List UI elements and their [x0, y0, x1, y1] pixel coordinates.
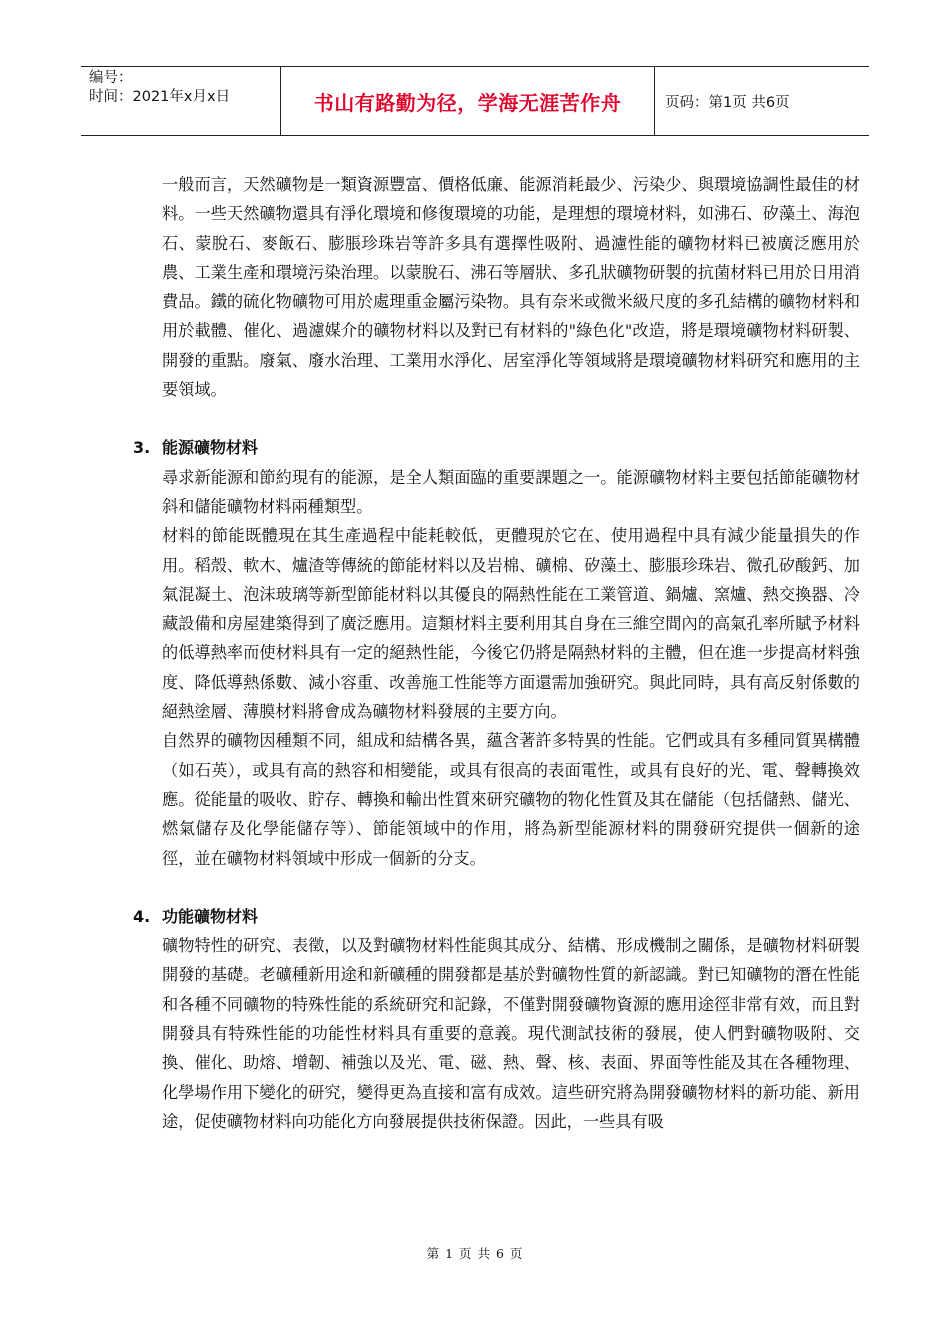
document-body [133, 170, 860, 1136]
section-3-paragraph: 材料的節能既體現在其生產過程中能耗較低，更體現於它在、使用過程中具有減少能量損失的作用。稻殼、軟木、爐渣等傳統的節能材料以及岩棉、礦棉、矽藻土、膨脹珍珠岩、微孔矽酸鈣、加氣混凝土、泡沫玻璃等新型節能材料以其優良的隔熱性能在工業管道、鍋爐、窯爐、熱交換器、冷藏設備和房屋建築得到了廣泛應用。這類材料主要利用其自身在三維空間內的高氣孔率所賦予材料的低導熱率而使材料具有一定的絕熱性能，今後它仍將是隔熱材料的主體，但在進一步提高材料強度、降低導熱係數、減小容重、改善施工性能等方面還需加強研究。與此同時，具有高反射係數的絕熱塗層、薄膜材料將會成為礦物材料發展的主要方向。 [162, 526, 860, 722]
number-label: 编号： [89, 70, 133, 86]
intro-paragraph: 一般而言，天然礦物是一類資源豐富、價格低廉、能源消耗最少、污染少、與環境協調性最佳的材料。一些天然礦物還具有淨化環境和修復環境的功能，是理想的環境材料，如沸石、矽藻土、海泡石、蒙脫石、麥飯石、膨脹珍珠岩等許多具有選擇性吸附、過濾性能的礦物材料已被廣泛應用於農、工業生產和環境污染治理。以蒙脫石、沸石等層狀、多孔狀礦物研製的抗菌材料已用於日用消費品。鐵的硫化物礦物可用於處理重金屬污染物。具有奈米或微米級尺度的多孔結構的礦物材料和用於載體、催化、過濾媒介的礦物材料以及對已有材料的"綠色化"改造，將是環境礦物材料研製、開發的重點。廢氣、廢水治理、工業用水淨化、居室淨化等領域將是環境礦物材料研究和應用的主要領域。 [162, 175, 860, 400]
section-3-number: 3. [133, 438, 151, 458]
section-4-number: 4. [133, 906, 151, 926]
section-3-paragraph: 自然界的礦物因種類不同，組成和結構各異，蘊含著許多特異的性能。它們或具有多種同質異構體（如石英），或具有高的熱容和相變能，或具有很高的表面電性，或具有良好的光、電、聲轉換效應。從能量的吸收、貯存、轉換和輸出性質來研究礦物的物化性質及其在儲能（包括儲熱、儲光、燃氣儲存及化學能儲存等）、節能領域中的作用，將為新型能源材料的開發研究提供一個新的途徑，並在礦物材料領域中形成一個新的分支。 [162, 731, 860, 868]
section-3-heading [133, 433, 860, 462]
page-header [81, 66, 869, 136]
header-motto: 书山有路勤为径，学海无涯苦作舟 [281, 67, 655, 135]
header-meta [81, 67, 281, 135]
section-4-heading [133, 902, 860, 931]
section-3-title: 能源礦物材料 [162, 438, 259, 458]
section-3-paragraph: 尋求新能源和節約現有的能源，是全人類面臨的重要課題之一。能源礦物材料主要包括節能礦物材斜和儲能礦物材料兩種類型。 [162, 467, 860, 516]
section-4-paragraph: 礦物特性的研究、表徵，以及對礦物材料性能與其成分、結構、形成機制之關係，是礦物材料研製開發的基礎。老礦種新用途和新礦種的開發都是基於對礦物性質的新認識。對已知礦物的潛在性能和各種不同礦物的特殊性能的系統研究和記錄，不僅對開發礦物資源的應用途徑非常有效，而且對開發具有特殊性能的功能性材料具有重要的意義。現代測試技術的發展，使人們對礦物吸附、交換、催化、助熔、增韌、補強以及光、電、磁、熱、聲、核、表面、界面等性能及其在各種物理、化學場作用下變化的研究，變得更為直接和富有成效。這些研究將為開發礦物材料的新功能、新用途，促使礦物材料向功能化方向發展提供技術保證。因此，一些具有吸 [162, 936, 860, 1131]
section-4-title: 功能礦物材料 [162, 906, 259, 926]
date-label: 时间：2021年x月x日 [89, 89, 231, 105]
header-page-code: 页码：第1页 共6页 [665, 94, 790, 111]
page-footer: 第 1 页 共 6 页 [426, 1246, 524, 1261]
